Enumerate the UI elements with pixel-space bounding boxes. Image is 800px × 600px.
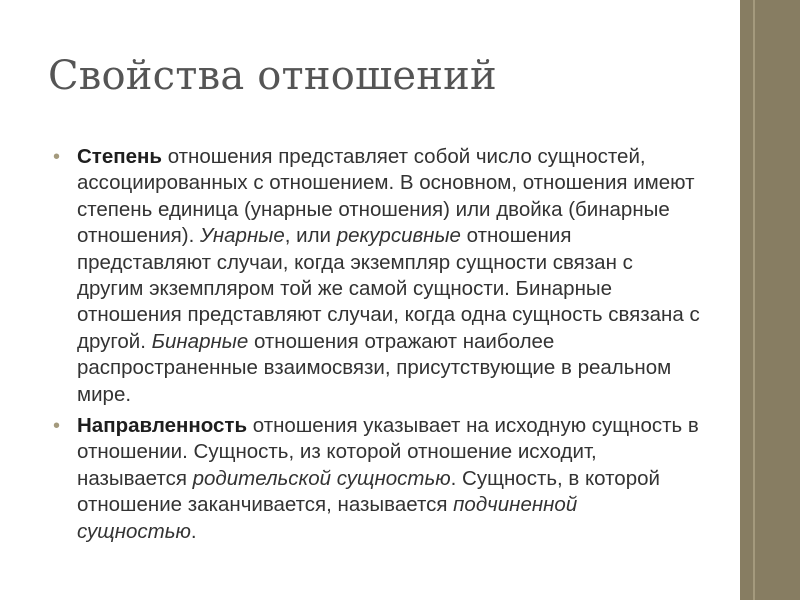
bullet-text: . [190,519,197,543]
bullet-text: . Сущность, в которой отношение заканчивается, называется [77,466,660,517]
italic-term: рекурсивные [336,224,461,248]
italic-term: Унарные [200,224,285,248]
term-direction: Направленность [77,414,248,438]
bullet-text: , или [284,224,337,248]
side-panel [740,0,800,600]
bullet-item-direction [52,413,702,545]
bullet-text: отношения отражают наиболее распространенные взаимосвязи, присутствующие в реальном мире. [77,329,672,406]
side-panel-edge [753,0,755,600]
term-degree: Степень [77,145,163,168]
italic-term: Бинарные [151,329,249,353]
bullet-text: отношения представляют случаи, когда экземпляр сущности связан с другим экземпляром той же самой сущности. Бинарные отношения представляют случаи, когда одна сущность связана с другой. [77,224,700,353]
bullet-dot-icon: • [53,146,61,168]
italic-term: подчиненной сущностью [77,493,578,543]
bullet-dot-icon: • [53,415,61,438]
bullet-text: отношения представляет собой число сущностей, ассоциированных с отношением. В основном, отношения имеют степень единица (унарные отношения) или двойка (бинарные отношения). [77,145,695,248]
italic-term: родительской сущностью [192,466,451,490]
slide-title: Свойства отношений [48,53,497,99]
bullet-text: отношения указывает на исходную сущность в отношении. Сущность, из которой отношение исходит, называется [77,414,699,490]
bullet-item-degree [52,144,702,408]
bullet-list [52,144,702,550]
